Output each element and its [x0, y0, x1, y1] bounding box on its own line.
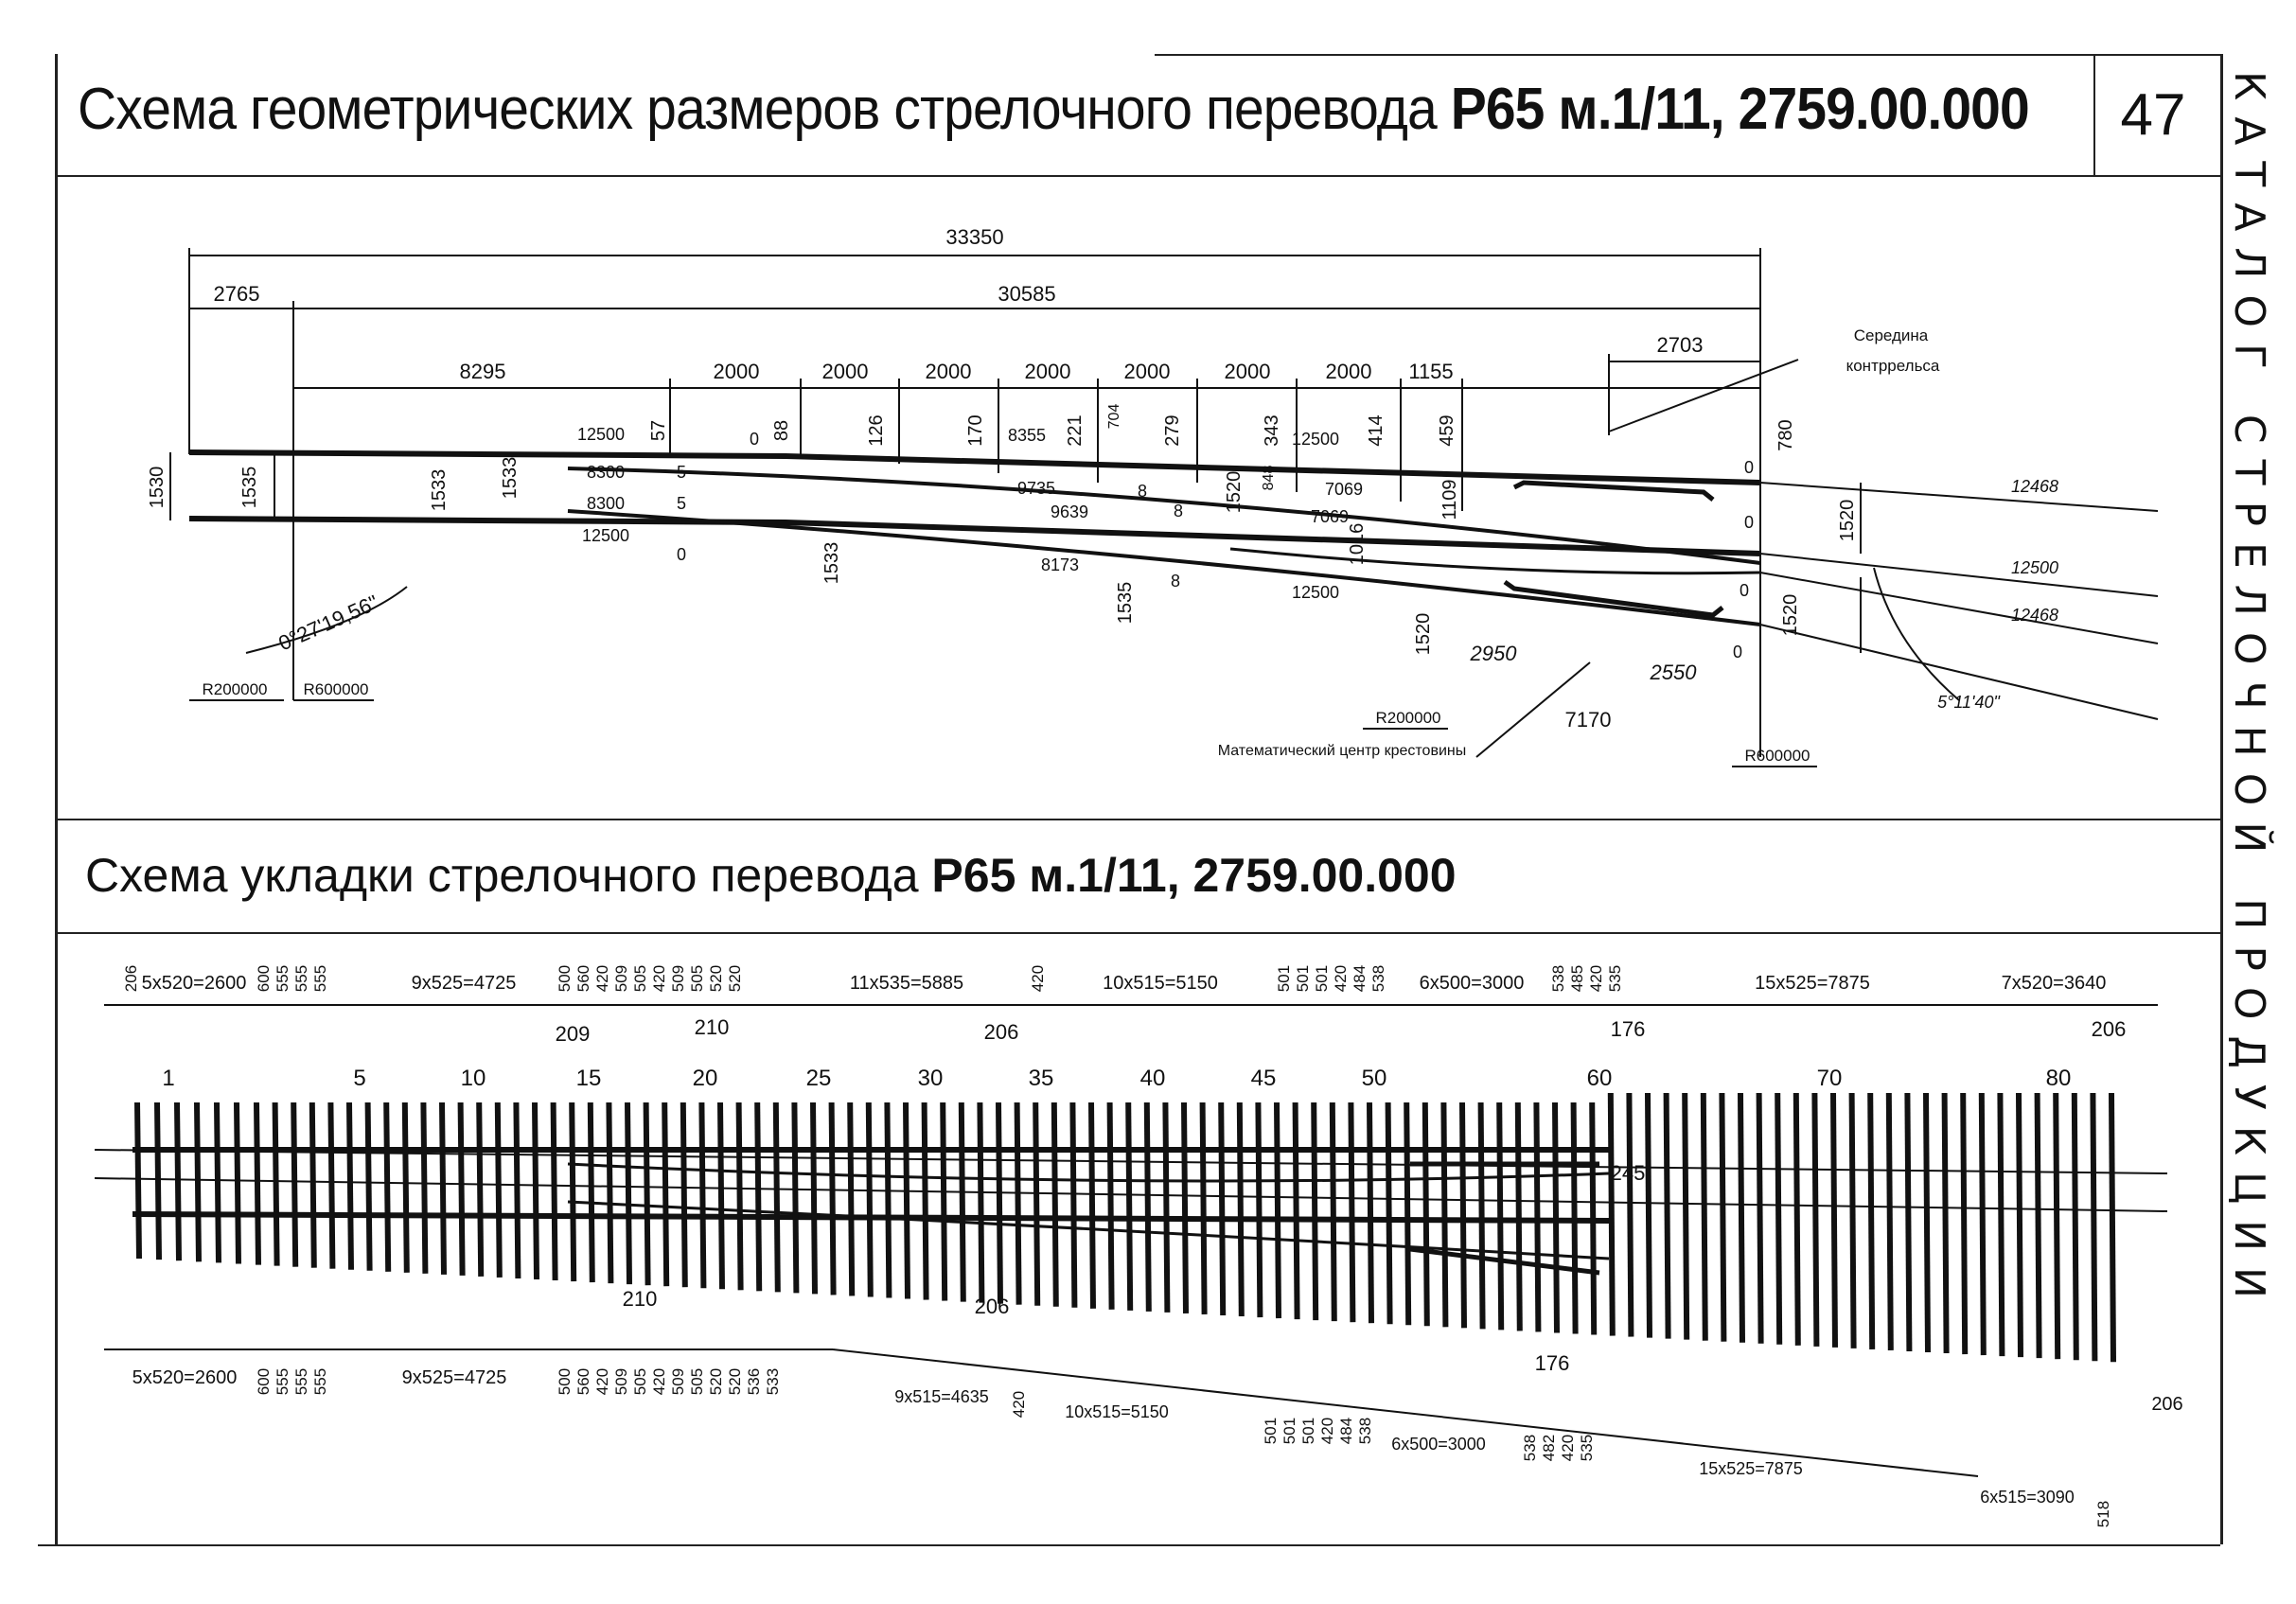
rail-length-11: 12500 — [1291, 583, 1340, 602]
tie — [925, 1102, 927, 1300]
tie — [627, 1102, 629, 1284]
tie — [664, 1102, 666, 1286]
tie — [1963, 1093, 1965, 1354]
bottom-single-e0: 538 — [1521, 1434, 1539, 1462]
rail-length-14: 12468 — [2010, 606, 2059, 625]
bottom-single-c0: 420 — [1010, 1390, 1028, 1419]
tie — [1592, 1102, 1594, 1335]
rail-length-5: 9735 — [1016, 479, 1056, 498]
gauge-10: 780 — [1775, 419, 1796, 451]
tie-number-1: 5 — [353, 1066, 366, 1091]
tie — [998, 1102, 1000, 1304]
mark-3: 176 — [1610, 1017, 1646, 1041]
tie — [535, 1102, 537, 1279]
dim-main-length: 30585 — [998, 282, 1056, 306]
tie — [757, 1102, 759, 1291]
tie — [1388, 1102, 1390, 1324]
tie — [1870, 1093, 1872, 1349]
dim-segment-4: 2000 — [1024, 360, 1071, 383]
tie — [405, 1102, 407, 1273]
bottom-single-a1: 555 — [274, 1367, 291, 1396]
bottom-single-b2: 420 — [593, 1367, 611, 1396]
mark-9: 206 — [2151, 1394, 2183, 1415]
mark-6: 210 — [622, 1287, 658, 1311]
bottom-single-b4: 505 — [631, 1367, 649, 1396]
mark-8: 176 — [1534, 1351, 1570, 1375]
tie — [1796, 1093, 1798, 1346]
tie-number-11: 60 — [1586, 1066, 1613, 1091]
gauge-13: 1016 — [1347, 522, 1368, 566]
radius-4: R600000 — [1744, 747, 1810, 765]
crossing-dim-0: 2950 — [1470, 642, 1517, 665]
small-8: 0 — [1743, 513, 1755, 532]
small-2: 5 — [676, 463, 687, 482]
tie — [646, 1102, 648, 1285]
tie — [1945, 1093, 1947, 1353]
tie — [1611, 1093, 1613, 1336]
top-single-d0: 501 — [1275, 964, 1293, 993]
tie — [1369, 1102, 1371, 1323]
bottom-single-b7: 505 — [688, 1367, 706, 1396]
small-5: 8 — [1173, 502, 1184, 520]
rail-length-9: 7069 — [1324, 480, 1364, 499]
bottom-single-b8: 520 — [707, 1367, 725, 1396]
dim-segment-5: 2000 — [1123, 360, 1171, 383]
bottom-single-d3: 420 — [1318, 1417, 1336, 1445]
dim-segment-7: 2000 — [1325, 360, 1372, 383]
offset-7: 414 — [1366, 414, 1386, 447]
side-caption: КАТАЛОГ СТРЕЛОЧНОЙ ПРОДУКЦИИ — [2225, 71, 2273, 1314]
tie — [312, 1102, 314, 1268]
bottom-single-d4: 484 — [1337, 1417, 1355, 1445]
tie — [275, 1102, 277, 1266]
bottom-group-6: 6x515=3090 — [1980, 1488, 2075, 1507]
tie — [2038, 1093, 2040, 1358]
angle-start: 0°27'19,56" — [274, 590, 382, 656]
tie — [1685, 1093, 1687, 1340]
tie — [1035, 1102, 1037, 1306]
tie — [349, 1102, 351, 1270]
dim-segment-3: 2000 — [925, 360, 972, 383]
offset-1: 88 — [771, 419, 792, 442]
tie — [720, 1102, 722, 1289]
top-single-a3: 555 — [292, 964, 310, 993]
top-single-b4: 505 — [631, 964, 649, 993]
label-guard-rail-2: контррельса — [1846, 357, 1940, 375]
offset-5: 279 — [1162, 414, 1183, 447]
tie — [554, 1102, 556, 1280]
bottom-single-a2: 555 — [292, 1367, 310, 1396]
tie — [177, 1102, 179, 1260]
tie — [813, 1102, 815, 1294]
tie — [1722, 1093, 1723, 1342]
tie — [1425, 1102, 1427, 1326]
angle-end: 5°11'40" — [1937, 693, 2000, 712]
top-single-e3: 535 — [1606, 964, 1624, 993]
top-group-1: 9x525=4725 — [411, 973, 517, 994]
tie — [591, 1102, 592, 1282]
tie — [330, 1102, 332, 1269]
bottom-single-e2: 420 — [1559, 1434, 1577, 1462]
tie — [1740, 1093, 1742, 1343]
tie — [609, 1102, 610, 1283]
rail-length-8: 12500 — [1291, 430, 1340, 449]
top-group-5: 15x525=7875 — [1755, 973, 1870, 994]
tie-number-6: 30 — [917, 1066, 944, 1091]
tie — [2111, 1093, 2113, 1362]
tie — [479, 1102, 481, 1277]
bottom-group-4: 6x500=3000 — [1391, 1435, 1486, 1454]
top-single-a2: 555 — [274, 964, 291, 993]
tie-number-13: 80 — [2045, 1066, 2072, 1091]
rail-length-4: 8355 — [1007, 426, 1047, 445]
bottom-single-f0: 518 — [2094, 1500, 2112, 1528]
offset-9: 704 — [1106, 403, 1122, 430]
top-single-e0: 538 — [1549, 964, 1567, 993]
page-number: 47 — [2120, 82, 2186, 148]
bottom-group-2: 9x515=4635 — [894, 1387, 989, 1406]
tie — [1314, 1102, 1316, 1320]
tie — [962, 1102, 963, 1302]
offset-3: 170 — [965, 414, 986, 447]
bottom-single-b10: 536 — [745, 1367, 763, 1396]
top-single-b9: 520 — [726, 964, 744, 993]
dim-segment-2: 2000 — [821, 360, 869, 383]
gauge-8: 1520 — [1780, 593, 1801, 637]
top-single-b7: 505 — [688, 964, 706, 993]
bottom-single-b1: 560 — [574, 1367, 592, 1396]
tie — [2019, 1093, 2021, 1357]
tie — [980, 1102, 981, 1303]
tie — [2093, 1093, 2094, 1361]
tie — [1648, 1093, 1650, 1338]
bottom-single-d5: 538 — [1356, 1417, 1374, 1445]
tie — [1017, 1102, 1019, 1305]
dim-rear-segment: 2703 — [1656, 333, 1704, 357]
top-single-b2: 420 — [593, 964, 611, 993]
bottom-single-a0: 600 — [255, 1367, 273, 1396]
tie — [701, 1102, 703, 1288]
bottom-single-e1: 482 — [1540, 1434, 1558, 1462]
bottom-single-b11: 533 — [764, 1367, 782, 1396]
mark-2: 206 — [983, 1020, 1019, 1044]
top-group-3: 10x515=5150 — [1103, 973, 1218, 994]
top-group-2: 11x535=5885 — [849, 973, 964, 994]
tie-number-4: 20 — [692, 1066, 718, 1091]
offset-8: 459 — [1437, 414, 1457, 447]
bottom-single-b5: 420 — [650, 1367, 668, 1396]
tie — [1277, 1102, 1279, 1318]
top-single-b6: 509 — [669, 964, 687, 993]
dim-segment-0: 8295 — [459, 360, 506, 383]
gauge-3: 1533 — [500, 456, 521, 500]
bottom-single-d1: 501 — [1280, 1417, 1298, 1445]
tie-number-8: 40 — [1139, 1066, 1166, 1091]
tie — [1629, 1093, 1631, 1337]
laying-scheme-title: Схема укладки стрелочного перевода Р65 м.1/11, 2759.00.000 — [85, 849, 1457, 902]
bottom-single-d0: 501 — [1262, 1417, 1280, 1445]
top-group-0: 5x520=2600 — [141, 973, 247, 994]
bottom-single-b0: 500 — [556, 1367, 574, 1396]
gauge-1: 1535 — [239, 466, 260, 509]
tie — [1777, 1093, 1779, 1345]
gauge-2: 1533 — [429, 468, 450, 512]
small-9: 0 — [1739, 581, 1750, 600]
top-single-a4: 555 — [311, 964, 329, 993]
tie — [1110, 1102, 1112, 1310]
tie — [1443, 1102, 1445, 1327]
tie — [1704, 1093, 1705, 1341]
bottom-single-b3: 509 — [612, 1367, 630, 1396]
rail-length-6: 9639 — [1050, 502, 1089, 521]
tie — [832, 1102, 834, 1295]
tie-number-9: 45 — [1250, 1066, 1277, 1091]
radius-3: R200000 — [1375, 709, 1441, 727]
tie — [157, 1102, 159, 1260]
tie-number-12: 70 — [1816, 1066, 1843, 1091]
tie — [850, 1102, 852, 1296]
tie — [1221, 1102, 1223, 1315]
rail-length-13: 12500 — [2010, 558, 2059, 577]
dim-segment-8: 1155 — [1408, 360, 1454, 383]
tie-number-5: 25 — [805, 1066, 832, 1091]
tie — [1852, 1093, 1854, 1348]
tie — [776, 1102, 778, 1292]
label-guard-rail-1: Середина — [1853, 326, 1929, 344]
small-10: 0 — [1732, 643, 1743, 661]
top-single-b5: 420 — [650, 964, 668, 993]
tie — [1406, 1102, 1408, 1325]
tie — [1203, 1102, 1205, 1314]
gauge-5: 1535 — [1115, 581, 1136, 625]
top-single-e1: 485 — [1568, 964, 1586, 993]
tie — [461, 1102, 463, 1276]
tie — [1481, 1102, 1483, 1329]
gauge-0: 1530 — [147, 466, 168, 509]
offset-2: 126 — [866, 414, 887, 447]
radius-2: R600000 — [303, 680, 369, 698]
tie — [498, 1102, 500, 1278]
gauge-11: 848 — [1261, 465, 1277, 491]
top-single-a1: 600 — [255, 964, 273, 993]
top-single-b0: 500 — [556, 964, 574, 993]
tie — [1147, 1102, 1149, 1312]
tie — [368, 1102, 370, 1271]
bottom-single-e3: 535 — [1578, 1434, 1596, 1462]
tie — [943, 1102, 945, 1301]
top-single-c0: 420 — [1029, 964, 1047, 993]
tie — [137, 1102, 139, 1259]
gauge-4: 1533 — [821, 541, 842, 585]
tie — [1240, 1102, 1242, 1316]
dim-segment-1: 2000 — [713, 360, 760, 383]
offset-6: 343 — [1262, 414, 1282, 447]
tie — [572, 1102, 574, 1281]
tie — [906, 1102, 908, 1299]
tie — [1667, 1093, 1669, 1339]
top-single-e2: 420 — [1587, 964, 1605, 993]
mark-0: 209 — [555, 1022, 591, 1046]
geometry-scheme-title: Схема геометрических размеров стрелочного перевода Р65 м.1/11, 2759.00.000 — [78, 77, 2029, 142]
bottom-group-0: 5x520=2600 — [132, 1367, 238, 1388]
tie — [217, 1102, 219, 1262]
gauge-12: 1109 — [1439, 479, 1460, 520]
small-7: 0 — [1743, 458, 1755, 477]
tie — [1907, 1093, 1909, 1351]
tie — [1833, 1093, 1835, 1348]
tie — [2075, 1093, 2076, 1360]
tie — [2000, 1093, 2002, 1356]
tie — [1054, 1102, 1056, 1307]
small-6: 8 — [1170, 572, 1181, 590]
bottom-single-b9: 520 — [726, 1367, 744, 1396]
tie — [683, 1102, 685, 1287]
bottom-group-3: 10x515=5150 — [1065, 1402, 1169, 1421]
top-group-4: 6x500=3000 — [1419, 973, 1525, 994]
tie — [197, 1102, 199, 1261]
top-single-d2: 501 — [1313, 964, 1331, 993]
tie — [2056, 1093, 2058, 1359]
tie — [1091, 1102, 1093, 1309]
radius-1: R200000 — [202, 680, 268, 698]
top-single-a0: 206 — [122, 964, 140, 993]
offset-0: 57 — [648, 419, 669, 442]
tie — [887, 1102, 889, 1298]
tie — [442, 1102, 444, 1275]
tie — [1499, 1102, 1501, 1330]
rail-length-2: 8300 — [586, 494, 626, 513]
tie — [293, 1102, 295, 1267]
tie-number-10: 50 — [1361, 1066, 1387, 1091]
tie — [1574, 1102, 1576, 1333]
small-3: 5 — [676, 494, 687, 513]
tie-number-2: 10 — [460, 1066, 486, 1091]
rail-length-3: 12500 — [581, 526, 630, 545]
rail-length-0: 12500 — [576, 425, 626, 444]
top-single-b1: 560 — [574, 964, 592, 993]
tie — [739, 1102, 741, 1290]
tie — [386, 1102, 388, 1272]
tie — [1926, 1093, 1928, 1352]
tie — [1889, 1093, 1891, 1350]
bottom-group-1: 9x525=4725 — [401, 1367, 507, 1388]
tie — [423, 1102, 425, 1274]
bottom-single-a3: 555 — [311, 1367, 329, 1396]
tie — [869, 1102, 871, 1296]
rail-length-12: 12468 — [2010, 477, 2059, 496]
dim-overall: 33350 — [945, 225, 1004, 249]
offset-4: 221 — [1065, 414, 1086, 447]
tie — [794, 1102, 796, 1293]
bottom-single-b6: 509 — [669, 1367, 687, 1396]
tie — [516, 1102, 518, 1278]
label-math-center: Математический центр крестовины — [1217, 743, 1467, 759]
tie — [1128, 1102, 1130, 1311]
tie — [1982, 1093, 1984, 1355]
small-4: 8 — [1137, 482, 1148, 501]
top-single-b3: 509 — [612, 964, 630, 993]
gauge-6: 1520 — [1224, 470, 1245, 514]
rail-length-1: 8300 — [586, 463, 626, 482]
tie — [1462, 1102, 1464, 1328]
tie — [1759, 1093, 1761, 1344]
gauge-7: 1520 — [1837, 499, 1858, 542]
tie-number-7: 35 — [1028, 1066, 1054, 1091]
bottom-single-d2: 501 — [1299, 1417, 1317, 1445]
dim-segment-6: 2000 — [1224, 360, 1271, 383]
tie — [1351, 1102, 1352, 1322]
tie — [256, 1102, 258, 1265]
tie — [1165, 1102, 1167, 1313]
mark-1: 210 — [694, 1015, 730, 1039]
crossing-dim-1: 2550 — [1650, 661, 1697, 684]
mark-4: 206 — [2091, 1017, 2127, 1041]
bottom-group-5: 15x525=7875 — [1699, 1459, 1803, 1478]
tie — [1296, 1102, 1298, 1319]
top-single-d3: 420 — [1332, 964, 1350, 993]
ties-group — [137, 1093, 2113, 1362]
top-single-d5: 538 — [1369, 964, 1387, 993]
tie — [1555, 1102, 1557, 1332]
crossing-dim-2: 7170 — [1564, 708, 1612, 731]
rail-length-7: 8173 — [1040, 555, 1080, 574]
top-single-d4: 484 — [1351, 964, 1369, 993]
tie — [237, 1102, 238, 1264]
tie — [1258, 1102, 1260, 1317]
tie-number-0: 1 — [162, 1066, 175, 1091]
small-0: 0 — [676, 545, 687, 564]
tie — [1536, 1102, 1538, 1331]
top-single-d1: 501 — [1294, 964, 1312, 993]
top-single-b8: 520 — [707, 964, 725, 993]
tie — [1814, 1093, 1816, 1347]
mark-7: 206 — [974, 1295, 1010, 1318]
small-1: 0 — [749, 430, 760, 449]
mark-5: 245 — [1610, 1161, 1646, 1185]
tie-number-3: 15 — [575, 1066, 602, 1091]
top-group-6: 7x520=3640 — [2001, 973, 2107, 994]
rail-length-10: 7069 — [1310, 507, 1350, 526]
tie — [1333, 1102, 1334, 1321]
laying-labels — [132, 973, 2183, 1507]
tie — [1518, 1102, 1520, 1331]
tie — [1184, 1102, 1186, 1313]
gauge-9: 1520 — [1413, 612, 1434, 656]
tie — [1072, 1102, 1074, 1308]
dim-front-overhang: 2765 — [213, 282, 260, 306]
